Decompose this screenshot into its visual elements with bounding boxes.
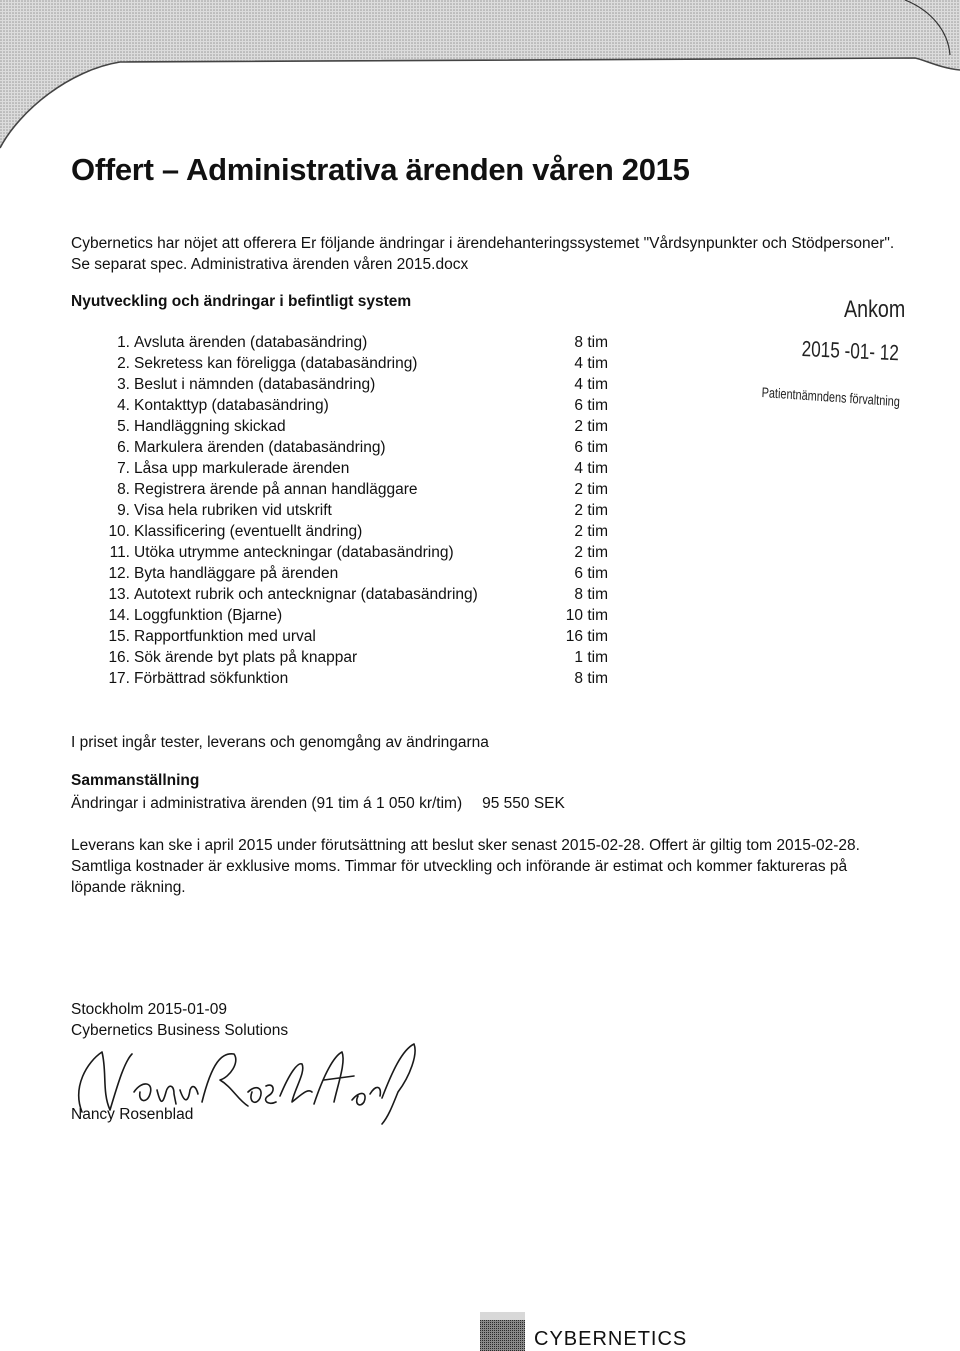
work-item-description: Registrera ärende på annan handläggare — [134, 481, 418, 498]
work-item-hours: 8 tim — [574, 670, 608, 687]
work-item-hours: 2 tim — [574, 502, 608, 519]
work-item — [88, 458, 608, 479]
scan-shadow-corner — [0, 0, 960, 150]
work-item-number: 7. — [117, 460, 130, 477]
work-item — [88, 437, 608, 458]
work-item-number: 17. — [108, 670, 130, 687]
delivery-note: Leverans kan ske i april 2015 under förutsättning att beslut sker senast 2015-02-28. Offert är giltig tom 2015-02-28. Samtliga kostnader är exklusive moms. Timmar för utveckling och införande är estimat och kommer faktureras på löpande räkning. — [71, 837, 860, 896]
included-note: I priset ingår tester, leverans och genomgång av ändringarna — [71, 734, 489, 751]
work-item-hours: 4 tim — [574, 355, 608, 372]
work-item-number: 15. — [108, 628, 130, 645]
work-item-number: 13. — [108, 586, 130, 603]
work-item-description: Låsa upp markulerade ärenden — [134, 460, 350, 477]
work-item — [88, 563, 608, 584]
work-item-hours: 8 tim — [574, 586, 608, 603]
summary-text: Ändringar i administrativa ärenden (91 tim á 1 050 kr/tim) — [71, 795, 463, 812]
work-item-number: 3. — [117, 376, 130, 393]
work-item-number: 16. — [108, 649, 130, 666]
work-item — [88, 416, 608, 437]
work-item — [88, 626, 608, 647]
work-item-number: 8. — [117, 481, 130, 498]
company-name: Cybernetics Business Solutions — [71, 1022, 289, 1039]
work-item-hours: 1 tim — [574, 649, 608, 666]
received-stamp — [760, 296, 960, 421]
work-item-description: Utöka utrymme anteckningar (databasändring) — [134, 544, 454, 561]
work-item-hours: 10 tim — [565, 607, 608, 624]
work-item-description: Loggfunktion (Bjarne) — [134, 607, 283, 624]
work-item — [88, 479, 608, 500]
work-item-hours: 2 tim — [574, 523, 608, 540]
work-item-description: Förbättrad sökfunktion — [134, 670, 289, 687]
work-item — [88, 395, 608, 416]
work-item — [88, 353, 608, 374]
work-item-number: 2. — [117, 355, 130, 372]
work-item — [88, 647, 608, 668]
work-item-number: 5. — [117, 418, 130, 435]
work-item — [88, 584, 608, 605]
work-item-hours: 8 tim — [574, 334, 608, 351]
summary-heading: Sammanställning — [71, 772, 200, 789]
work-item-description: Sök ärende byt plats på knappar — [134, 649, 358, 666]
work-item-description: Klassificering (eventuellt ändring) — [134, 523, 363, 540]
section-heading: Nyutveckling och ändringar i befintligt system — [71, 293, 412, 310]
work-item-hours: 6 tim — [574, 565, 608, 582]
work-item-hours: 4 tim — [574, 376, 608, 393]
work-item-hours: 2 tim — [574, 418, 608, 435]
work-item-hours: 4 tim — [574, 460, 608, 477]
work-item — [88, 500, 608, 521]
work-item-list — [88, 332, 608, 689]
work-item-hours: 2 tim — [574, 544, 608, 561]
summary-line — [71, 793, 565, 814]
work-item — [88, 374, 608, 395]
work-item-number: 11. — [109, 544, 130, 561]
work-item-number: 12. — [108, 565, 130, 582]
work-item-description: Markulera ärenden (databasändring) — [134, 439, 386, 456]
work-item-description: Visa hela rubriken vid utskrift — [134, 502, 332, 519]
work-item-description: Handläggning skickad — [134, 418, 286, 435]
page-title: Offert – Administrativa ärenden våren 2015 — [71, 152, 690, 187]
work-item-hours: 6 tim — [574, 397, 608, 414]
work-item-description: Autotext rubrik och antecknignar (databasändring) — [134, 586, 478, 603]
work-item-description: Rapportfunktion med urval — [134, 628, 316, 645]
work-item-description: Avsluta ärenden (databasändring) — [134, 334, 368, 351]
work-item-description: Byta handläggare på ärenden — [134, 565, 339, 582]
work-item-description: Sekretess kan föreligga (databasändring) — [134, 355, 418, 372]
work-item-number: 6. — [117, 439, 130, 456]
work-item — [88, 605, 608, 626]
work-item — [88, 521, 608, 542]
intro-paragraph: Cybernetics har nöjet att offerera Er följande ändringar i ärendehanteringssystemet "Vårdsynpunkter och Stödpersoner". Se separat spec. Administrativa ärenden våren 2015.docx — [71, 235, 895, 273]
work-item-hours: 16 tim — [565, 628, 608, 645]
work-item-number: 4. — [117, 397, 130, 414]
work-item — [88, 332, 608, 353]
stamp-organization: Patientnämndens förvaltning — [761, 384, 901, 410]
work-item-number: 1. — [117, 334, 130, 351]
cybernetics-logo-icon — [480, 1312, 525, 1351]
work-item — [88, 668, 608, 689]
work-item-number: 9. — [117, 502, 130, 519]
stamp-title: Ankom — [844, 296, 906, 323]
work-item-hours: 6 tim — [574, 439, 608, 456]
work-item-description: Kontakttyp (databasändring) — [134, 397, 329, 414]
stamp-date: 2015 -01- 12 — [801, 336, 900, 366]
logo-wordmark: CYBERNETICS — [534, 1328, 688, 1350]
work-item — [88, 542, 608, 563]
work-item-hours: 2 tim — [574, 481, 608, 498]
signer-name: Nancy Rosenblad — [71, 1106, 194, 1123]
work-item-number: 14. — [108, 607, 130, 624]
work-item-description: Beslut i nämnden (databasändring) — [134, 376, 376, 393]
work-item-number: 10. — [108, 523, 130, 540]
summary-amount: 95 550 SEK — [482, 795, 565, 812]
cybernetics-logo — [480, 1312, 688, 1351]
place-date: Stockholm 2015-01-09 — [71, 1001, 227, 1018]
